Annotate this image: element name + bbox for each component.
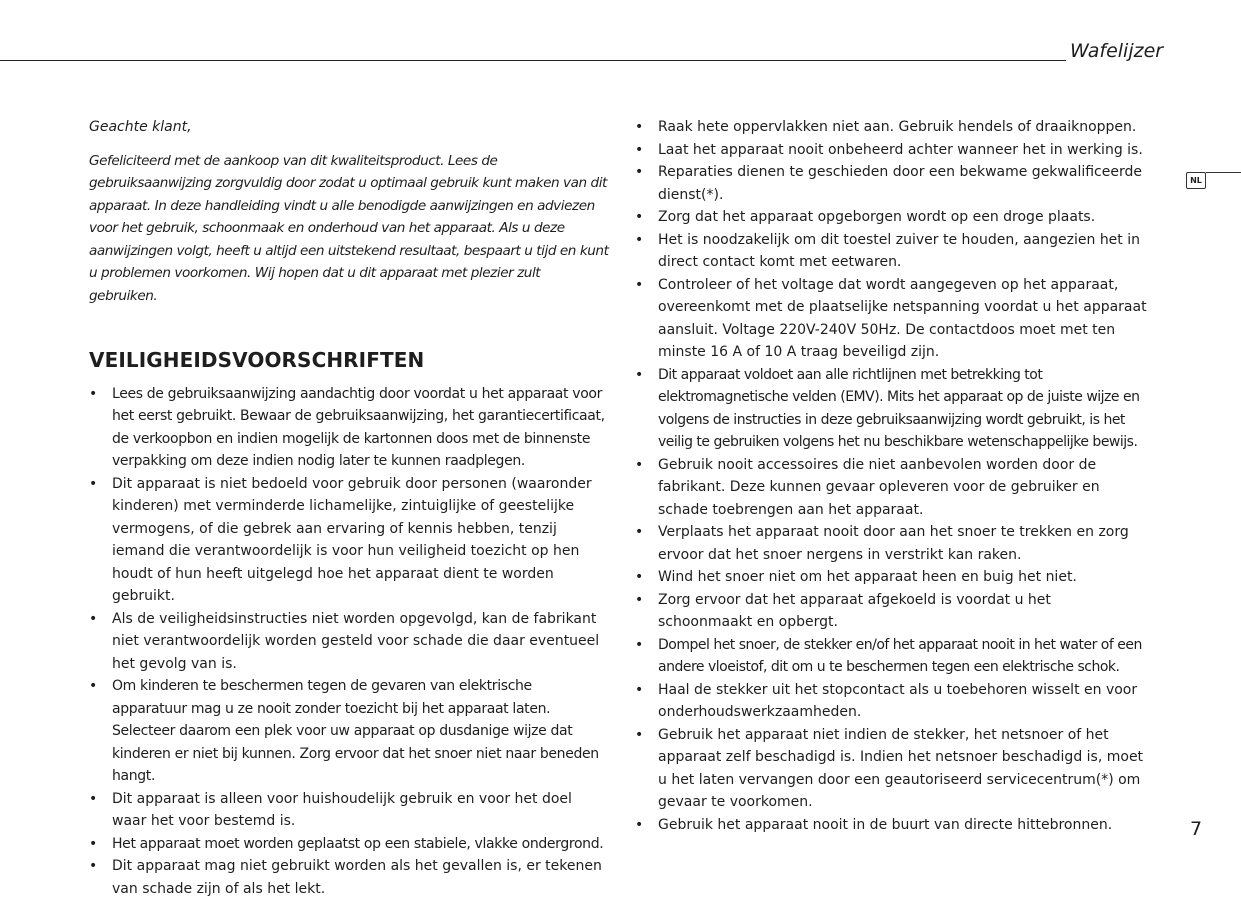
list-item: • Laat het apparaat nooit onbeheerd achter wanneer het in werking is. [635, 139, 1147, 162]
language-tab-rule [1206, 172, 1241, 173]
list-item: • Dit apparaat voldoet aan alle richtlijnen met betrekking tot elektromagnetische velden (EMV). Mits het apparaat op de juiste wijze en volgens de instructies in deze gebruiksaanwijzing wordt gebruikt, is het veilig te gebruiken volgens het nu beschikbare wetenschappelijke bewijs. [635, 364, 1147, 454]
list-item: • Om kinderen te beschermen tegen de gevaren van elektrische apparatuur mag u ze nooit zonder toezicht bij het apparaat laten. Selecteer daarom een plek voor uw apparaat op dusdanige wijze dat kinderen er niet bij kunnen. Zorg ervoor dat het snoer niet naar beneden hangt. [89, 675, 609, 788]
running-header-title: Wafelijzer [1070, 40, 1164, 62]
list-item: • Dit apparaat mag niet gebruikt worden als het gevallen is, er tekenen van schade zijn of als het lekt. [89, 855, 609, 900]
safety-list-left [89, 383, 609, 900]
left-column [89, 116, 609, 900]
safety-list-right [635, 116, 1147, 836]
list-item: • Reparaties dienen te geschieden door een bekwame gekwalificeerde dienst(*). [635, 161, 1147, 206]
list-item: • Gebruik het apparaat niet indien de stekker, het netsnoer of het apparaat zelf beschadigd is. Indien het netsnoer beschadigd is, moet u het laten vervangen door een geautoriseerd servicecentrum(*) om gevaar te voorkomen. [635, 724, 1147, 814]
list-item: • Dit apparaat is alleen voor huishoudelijk gebruik en voor het doel waar het voor bestemd is. [89, 788, 609, 833]
list-item: • Het apparaat moet worden geplaatst op een stabiele, vlakke ondergrond. [89, 833, 609, 856]
list-item: • Verplaats het apparaat nooit door aan het snoer te trekken en zorg ervoor dat het snoer nergens in verstrikt kan raken. [635, 521, 1147, 566]
list-item: • Dit apparaat is niet bedoeld voor gebruik door personen (waaronder kinderen) met verminderde lichamelijke, zintuiglijke of geestelijke vermogens, of die gebrek aan ervaring of kennis hebben, tenzij iemand die verantwoordelijk is voor hun veiligheid toezicht op hen houdt of hun heeft uitgelegd hoe het apparaat dient te worden gebruikt. [89, 473, 609, 608]
intro-paragraph: Gefeliciteerd met de aankoop van dit kwaliteitsproduct. Lees de gebruiksaanwijzing zorgvuldig door zodat u optimaal gebruik kunt maken van dit apparaat. In deze handleiding vindt u alle benodigde aanwijzingen en adviezen voor het gebruik, schoonmaak en onderhoud van het apparaat. Als u deze aanwijzingen volgt, heeft u altijd een uitstekend resultaat, bespaart u tijd en kunt u problemen voorkomen. Wij hopen dat u dit apparaat met plezier zult gebruiken. [89, 152, 609, 305]
list-item: • Gebruik nooit accessoires die niet aanbevolen worden door de fabrikant. Deze kunnen gevaar opleveren voor de gebruiker en schade toebrengen aan het apparaat. [635, 454, 1147, 522]
header-rule [0, 60, 1066, 61]
list-item: • Raak hete oppervlakken niet aan. Gebruik hendels of draaiknoppen. [635, 116, 1147, 139]
list-item: • Gebruik het apparaat nooit in de buurt van directe hittebronnen. [635, 814, 1147, 837]
list-item: • Lees de gebruiksaanwijzing aandachtig door voordat u het apparaat voor het eerst gebruikt. Bewaar de gebruiksaanwijzing, het garantiecertificaat, de verkoopbon en indien mogelijk de kartonnen doos met de binnenste verpakking om deze indien nodig later te kunnen raadplegen. [89, 383, 609, 473]
list-item: • Controleer of het voltage dat wordt aangegeven op het apparaat, overeenkomt met de plaatselijke netspanning voordat u het apparaat aansluit. Voltage 220V-240V 50Hz. De contactdoos moet met ten minste 16 A of 10 A traag beveiligd zijn. [635, 274, 1147, 364]
list-item: • Het is noodzakelijk om dit toestel zuiver te houden, aangezien het in direct contact komt met eetwaren. [635, 229, 1147, 274]
list-item: • Wind het snoer niet om het apparaat heen en buig het niet. [635, 566, 1147, 589]
list-item: • Haal de stekker uit het stopcontact als u toebehoren wisselt en voor onderhoudswerkzaamheden. [635, 679, 1147, 724]
list-item: • Als de veiligheidsinstructies niet worden opgevolgd, kan de fabrikant niet verantwoordelijk worden gesteld voor schade die daar eventueel het gevolg van is. [89, 608, 609, 676]
list-item: • Zorg dat het apparaat opgeborgen wordt op een droge plaats. [635, 206, 1147, 229]
page-number: 7 [1190, 818, 1203, 840]
language-tab: NL [1186, 172, 1206, 189]
list-item: • Zorg ervoor dat het apparaat afgekoeld is voordat u het schoonmaakt en opbergt. [635, 589, 1147, 634]
section-title: VEILIGHEIDSVOORSCHRIFTEN [89, 347, 425, 372]
right-column [635, 116, 1147, 836]
greeting: Geachte klant, [89, 119, 192, 135]
list-item: • Dompel het snoer, de stekker en/of het apparaat nooit in het water of een andere vloeistof, dit om u te beschermen tegen een elektrische schok. [635, 634, 1147, 679]
